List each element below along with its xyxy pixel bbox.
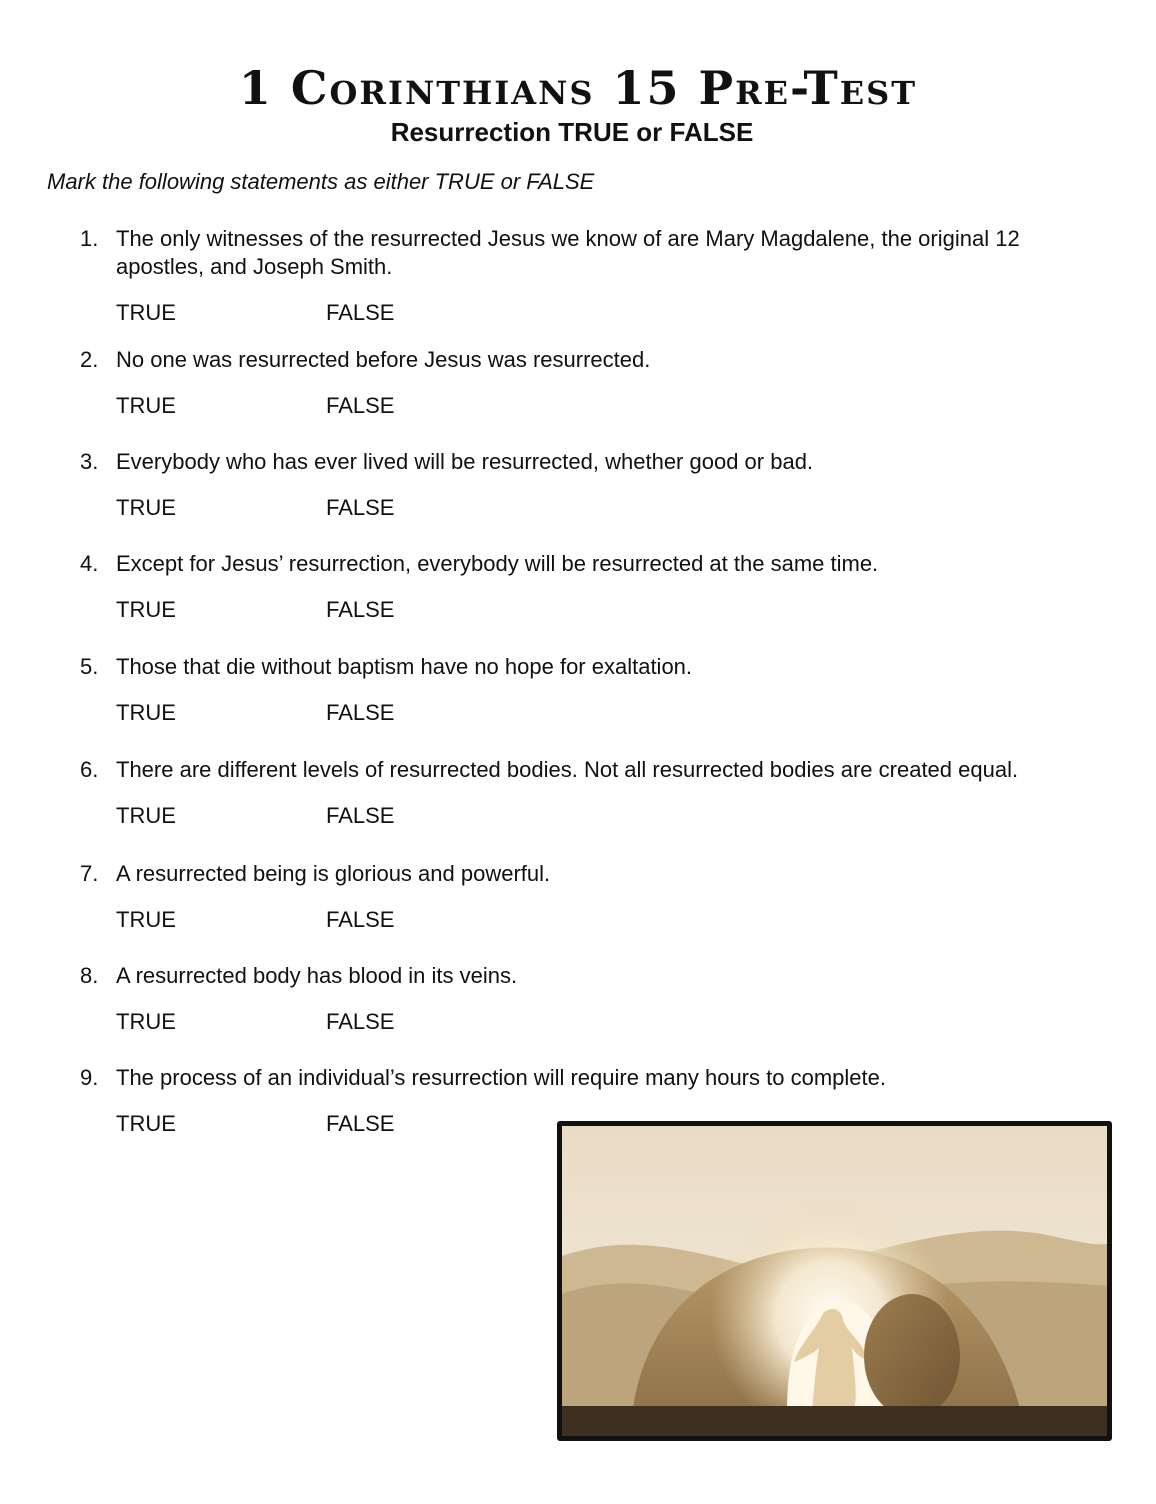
true-option[interactable]: TRUE [116, 1009, 176, 1034]
question-item-2 [80, 346, 1110, 420]
answer-options [80, 699, 1110, 727]
answer-options [80, 1008, 1110, 1036]
question-text: No one was resurrected before Jesus was resurrected. [116, 347, 651, 372]
question-text: The only witnesses of the resurrected Jesus we know of are Mary Magdalene, the original 12 apostles, and Joseph Smith. [116, 226, 1020, 279]
question-item-5 [80, 653, 1110, 727]
question-item-7 [80, 860, 1110, 934]
question-text: A resurrected body has blood in its veins. [116, 963, 518, 988]
question-text: Those that die without baptism have no hope for exaltation. [116, 654, 693, 679]
page-title: 1 Corinthians 15 Pre-Test [238, 61, 918, 115]
answer-options [80, 494, 1110, 522]
question-text: Except for Jesus’ resurrection, everybody will be resurrected at the same time. [116, 551, 879, 576]
true-option[interactable]: TRUE [116, 803, 176, 828]
page-subtitle: Resurrection TRUE or FALSE [390, 117, 754, 147]
true-option[interactable]: TRUE [116, 495, 176, 520]
question-number: 4. [80, 551, 99, 576]
answer-options [80, 299, 1110, 327]
empty-tomb-icon [562, 1126, 1107, 1436]
instructions-text: Mark the following statements as either TRUE or FALSE [47, 169, 595, 194]
question-number: 2. [80, 347, 99, 372]
true-option[interactable]: TRUE [116, 300, 176, 325]
ground [562, 1406, 1107, 1436]
rolling-stone [864, 1294, 960, 1418]
question-item-8 [80, 962, 1110, 1036]
question-item-3 [80, 448, 1110, 522]
false-option[interactable]: FALSE [326, 393, 395, 418]
false-option[interactable]: FALSE [326, 1009, 395, 1034]
question-number: 9. [80, 1065, 99, 1090]
true-option[interactable]: TRUE [116, 393, 176, 418]
false-option[interactable]: FALSE [326, 803, 395, 828]
question-text: There are different levels of resurrected bodies. Not all resurrected bodies are created equal. [116, 757, 1019, 782]
true-option[interactable]: TRUE [116, 700, 176, 725]
false-option[interactable]: FALSE [326, 597, 395, 622]
question-number: 8. [80, 963, 99, 988]
answer-options [80, 802, 1110, 830]
true-option[interactable]: TRUE [116, 1111, 176, 1136]
false-option[interactable]: FALSE [326, 907, 395, 932]
answer-options [80, 392, 1110, 420]
question-number: 7. [80, 861, 99, 886]
question-item-4 [80, 550, 1110, 624]
true-option[interactable]: TRUE [116, 907, 176, 932]
question-text: A resurrected being is glorious and powerful. [116, 861, 551, 886]
empty-tomb-illustration [557, 1121, 1112, 1441]
true-option[interactable]: TRUE [116, 597, 176, 622]
question-number: 6. [80, 757, 99, 782]
answer-options [80, 906, 1110, 934]
question-number: 1. [80, 226, 99, 251]
question-item-1 [80, 225, 1110, 327]
question-number: 5. [80, 654, 99, 679]
question-item-6 [80, 756, 1110, 830]
false-option[interactable]: FALSE [326, 1111, 395, 1136]
false-option[interactable]: FALSE [326, 300, 395, 325]
question-text: Everybody who has ever lived will be resurrected, whether good or bad. [116, 449, 814, 474]
false-option[interactable]: FALSE [326, 495, 395, 520]
question-number: 3. [80, 449, 99, 474]
question-text: The process of an individual’s resurrection will require many hours to complete. [116, 1065, 886, 1090]
false-option[interactable]: FALSE [326, 700, 395, 725]
answer-options [80, 596, 1110, 624]
